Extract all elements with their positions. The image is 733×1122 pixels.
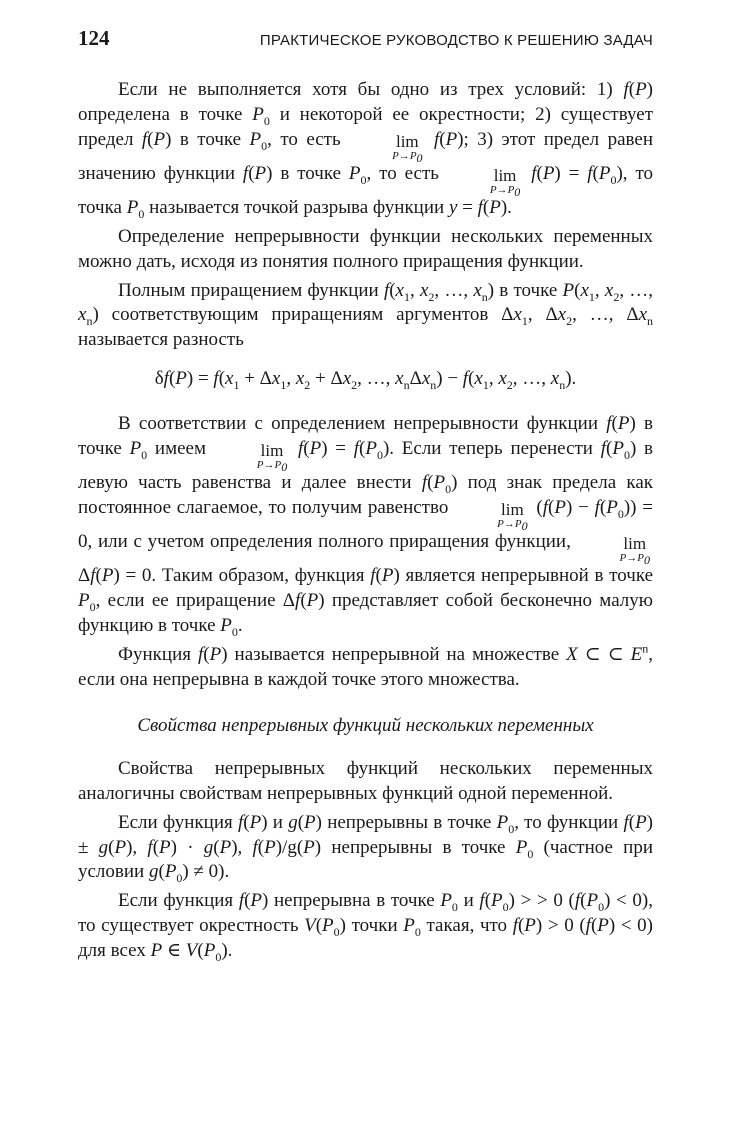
paragraph: Если не выполняется хотя бы одно из трех условий: 1) f(P) определена в точке $P_0$ и некоторой ее окрестности; 2) существует предел f(P) в точке $P_0$, то есть lim $P\to P_0$ f(P); 3) этот предел равен значению функции f(P) в точке $P_0$, то есть lim $P\to P_0$ $f(P) = f(P_0)$, то точка $P_0$ называется точкой разрыва функции y = f(P). bbox=[78, 79, 654, 222]
paragraph: Если функция f(P) и g(P) непрерывны в точке $P_0$, то функции f(P) ± g(P), f(P) · g(P), f(P)/g(P) непрерывны в точке $P_0$ (частное при условии $g(P_0) \ne 0$). bbox=[78, 811, 653, 886]
page-body bbox=[78, 78, 653, 968]
paragraph: Функция f(P) называется непрерывной на множестве X ⊂ ⊂ $E^n$, если она непрерывна в каждой точке этого множества. bbox=[78, 641, 653, 690]
paragraph: Свойства непрерывных функций нескольких переменных аналогичны свойствам непрерывных функций одной переменной. bbox=[78, 758, 653, 805]
equation-total-increment: $\delta f(P) = f(x_1 + \Delta x_1$, $x_2 + \Delta x_2$, …, $x_n\Delta x_n) - f(x_1$, $x_2$, …, $x_n$). bbox=[154, 368, 577, 392]
paragraph: В соответствии с определением непрерывности функции f(P) в точке $P_0$ имеем lim $P\to P_0$ $f(P) = f(P_0)$. Если теперь перенести $f(P_0)$ в левую часть равенства и далее внести $f(P_0)$ под знак предела как постоянное слагаемое, то получим равенство lim $P\to P_0$ $(f(P) - f(P_0)) = 0$, или с учетом определения полного приращения функции, lim $P\to P_0$ Δf(P) = 0. Таким образом, функция f(P) является непрерывной в точке $P_0$, если ее приращение Δf(P) представляет собой бесконечно малую функцию в точке $P_0$. bbox=[78, 412, 654, 639]
paragraph: Полным приращением функции $f(x_1$, $x_2$, …, $x_n$) в точке $P(x_1$, $x_2$, …, $x_n$) соответствующим приращениям аргументов $\Delta x_1$, $\Delta x_2$, …, $\Delta x_n$ называется разность bbox=[78, 279, 654, 351]
page-number: 124 bbox=[78, 26, 110, 50]
running-head: ПРАКТИЧЕСКОЕ РУКОВОДСТВО К РЕШЕНИЮ ЗАДАЧ bbox=[259, 32, 653, 49]
section-heading: Свойства непрерывных функций нескольких переменных bbox=[137, 715, 594, 737]
paragraph: Если функция f(P) непрерывна в точке $P_0$ и $f(P_0)$ > > 0 $(f(P_0) < 0)$, то существует окрестность $V(P_0)$ точки $P_0$ такая, что f(P) > 0 (f(P) < 0) для всех P ∈ $V(P_0)$. bbox=[78, 890, 653, 964]
paragraph: Определение непрерывности функции нескольких переменных можно дать, исходя из понятия полного приращения функции. bbox=[78, 226, 653, 272]
page-header bbox=[78, 26, 653, 51]
